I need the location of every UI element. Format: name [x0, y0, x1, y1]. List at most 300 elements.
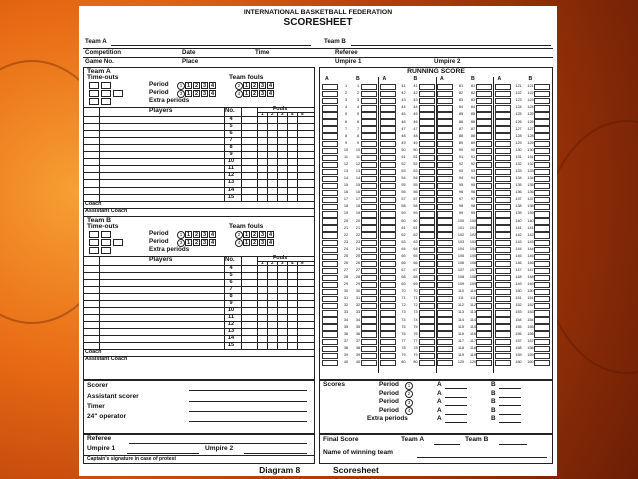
team_b-player-row[interactable]: [83, 272, 315, 279]
team_a-team-foul-box[interactable]: 1: [244, 91, 249, 97]
running-score-a-mark[interactable]: [380, 126, 396, 132]
running-score-a-mark[interactable]: [322, 303, 338, 309]
running-score-a-mark[interactable]: [495, 98, 511, 104]
running-score-a-mark[interactable]: [495, 105, 511, 111]
running-score-a-mark[interactable]: [437, 148, 453, 154]
running-score-a-mark[interactable]: [437, 339, 453, 345]
referee-sign-line[interactable]: [129, 443, 307, 444]
running-score-a-mark[interactable]: [437, 261, 453, 267]
running-score-b-mark[interactable]: [534, 296, 550, 302]
running-score-b-mark[interactable]: [534, 190, 550, 196]
running-score-b-mark[interactable]: [476, 133, 492, 139]
running-score-a-mark[interactable]: [322, 133, 338, 139]
running-score-a-mark[interactable]: [322, 119, 338, 125]
running-score-a-mark[interactable]: [380, 141, 396, 147]
team_a-team-foul-box[interactable]: 2: [194, 83, 199, 89]
running-score-a-mark[interactable]: [380, 218, 396, 224]
running-score-a-mark[interactable]: [437, 126, 453, 132]
running-score-a-mark[interactable]: [495, 211, 511, 217]
final-team-b-line[interactable]: [499, 444, 527, 445]
running-score-b-mark[interactable]: [476, 232, 492, 238]
running-score-a-mark[interactable]: [437, 232, 453, 238]
score-a-line[interactable]: [445, 397, 467, 398]
running-score-b-mark[interactable]: [534, 317, 550, 323]
running-score-b-mark[interactable]: [419, 232, 435, 238]
team_b-team-foul-box[interactable]: 1: [186, 239, 191, 246]
running-score-a-mark[interactable]: [495, 197, 511, 203]
running-score-a-mark[interactable]: [380, 353, 396, 359]
running-score-a-mark[interactable]: [495, 119, 511, 125]
running-score-a-mark[interactable]: [380, 225, 396, 231]
running-score-a-mark[interactable]: [495, 324, 511, 330]
running-score-b-mark[interactable]: [419, 98, 435, 104]
running-score-b-mark[interactable]: [476, 105, 492, 111]
running-score-a-mark[interactable]: [322, 84, 338, 90]
running-score-b-mark[interactable]: [476, 197, 492, 203]
running-score-b-mark[interactable]: [419, 148, 435, 154]
running-score-b-mark[interactable]: [476, 190, 492, 196]
running-score-a-mark[interactable]: [322, 268, 338, 274]
running-score-a-mark[interactable]: [437, 155, 453, 161]
running-score-a-mark[interactable]: [495, 317, 511, 323]
running-score-b-mark[interactable]: [419, 268, 435, 274]
team_a-player-row[interactable]: [83, 130, 315, 137]
running-score-a-mark[interactable]: [322, 176, 338, 182]
running-score-a-mark[interactable]: [495, 141, 511, 147]
running-score-b-mark[interactable]: [419, 346, 435, 352]
running-score-a-mark[interactable]: [322, 232, 338, 238]
running-score-b-mark[interactable]: [419, 247, 435, 253]
running-score-b-mark[interactable]: [476, 261, 492, 267]
running-score-b-mark[interactable]: [534, 183, 550, 189]
running-score-b-mark[interactable]: [419, 324, 435, 330]
running-score-b-mark[interactable]: [534, 218, 550, 224]
timer-line[interactable]: [189, 411, 307, 412]
team_a-team-foul-box[interactable]: 2: [252, 91, 257, 97]
running-score-b-mark[interactable]: [534, 211, 550, 217]
running-score-a-mark[interactable]: [437, 162, 453, 168]
running-score-b-mark[interactable]: [361, 91, 377, 97]
running-score-a-mark[interactable]: [437, 225, 453, 231]
running-score-b-mark[interactable]: [419, 169, 435, 175]
running-score-a-mark[interactable]: [322, 197, 338, 203]
running-score-a-mark[interactable]: [437, 268, 453, 274]
team_b-player-row[interactable]: [83, 335, 315, 342]
running-score-b-mark[interactable]: [476, 268, 492, 274]
running-score-b-mark[interactable]: [534, 119, 550, 125]
running-score-b-mark[interactable]: [361, 169, 377, 175]
running-score-a-mark[interactable]: [380, 232, 396, 238]
team_a-player-row[interactable]: [83, 179, 315, 186]
running-score-a-mark[interactable]: [437, 247, 453, 253]
running-score-a-mark[interactable]: [380, 105, 396, 111]
team_a-team-foul-box[interactable]: 1: [186, 83, 191, 89]
running-score-a-mark[interactable]: [322, 190, 338, 196]
running-score-a-mark[interactable]: [322, 162, 338, 168]
operator-line[interactable]: [189, 421, 307, 422]
running-score-b-mark[interactable]: [419, 282, 435, 288]
team_b-team-foul-box[interactable]: 2: [252, 239, 257, 246]
team_b-timeout-box[interactable]: [101, 247, 111, 254]
running-score-b-mark[interactable]: [476, 289, 492, 295]
running-score-a-mark[interactable]: [495, 289, 511, 295]
running-score-b-mark[interactable]: [419, 91, 435, 97]
running-score-a-mark[interactable]: [437, 317, 453, 323]
team_b-timeout-box[interactable]: [113, 239, 123, 246]
running-score-a-mark[interactable]: [322, 204, 338, 210]
running-score-a-mark[interactable]: [380, 303, 396, 309]
team_b-team-foul-box[interactable]: 1: [186, 231, 191, 238]
running-score-a-mark[interactable]: [437, 296, 453, 302]
running-score-b-mark[interactable]: [534, 162, 550, 168]
team_a-team-foul-box[interactable]: 3: [202, 83, 207, 89]
running-score-a-mark[interactable]: [322, 331, 338, 337]
team_b-player-row[interactable]: [83, 321, 315, 328]
running-score-b-mark[interactable]: [419, 197, 435, 203]
running-score-b-mark[interactable]: [361, 268, 377, 274]
team_a-team-foul-box[interactable]: 2: [252, 83, 257, 89]
running-score-a-mark[interactable]: [380, 310, 396, 316]
running-score-b-mark[interactable]: [419, 84, 435, 90]
running-score-b-mark[interactable]: [534, 112, 550, 118]
running-score-b-mark[interactable]: [534, 240, 550, 246]
running-score-b-mark[interactable]: [419, 112, 435, 118]
running-score-a-mark[interactable]: [437, 197, 453, 203]
scorer-line[interactable]: [189, 390, 307, 391]
running-score-a-mark[interactable]: [380, 331, 396, 337]
running-score-b-mark[interactable]: [361, 339, 377, 345]
running-score-a-mark[interactable]: [437, 176, 453, 182]
running-score-b-mark[interactable]: [419, 275, 435, 281]
team_a-player-row[interactable]: [83, 194, 315, 201]
running-score-a-mark[interactable]: [437, 141, 453, 147]
running-score-a-mark[interactable]: [437, 331, 453, 337]
running-score-b-mark[interactable]: [534, 289, 550, 295]
running-score-b-mark[interactable]: [476, 91, 492, 97]
running-score-b-mark[interactable]: [476, 331, 492, 337]
team_b-timeout-box[interactable]: [101, 239, 111, 246]
running-score-b-mark[interactable]: [361, 119, 377, 125]
running-score-b-mark[interactable]: [534, 148, 550, 154]
team_b-team-foul-box[interactable]: 1: [244, 239, 249, 246]
running-score-a-mark[interactable]: [495, 218, 511, 224]
running-score-b-mark[interactable]: [419, 119, 435, 125]
running-score-a-mark[interactable]: [495, 261, 511, 267]
team_a-player-row[interactable]: [83, 151, 315, 158]
running-score-b-mark[interactable]: [534, 91, 550, 97]
team_b-player-row[interactable]: [83, 300, 315, 307]
running-score-b-mark[interactable]: [534, 282, 550, 288]
running-score-a-mark[interactable]: [495, 133, 511, 139]
running-score-b-mark[interactable]: [476, 339, 492, 345]
running-score-b-mark[interactable]: [476, 148, 492, 154]
running-score-a-mark[interactable]: [380, 204, 396, 210]
team_b-player-row[interactable]: [83, 286, 315, 293]
team_a-team-foul-box[interactable]: 4: [268, 91, 273, 97]
running-score-a-mark[interactable]: [322, 148, 338, 154]
running-score-a-mark[interactable]: [380, 133, 396, 139]
score-a-line[interactable]: [445, 414, 467, 415]
running-score-a-mark[interactable]: [495, 190, 511, 196]
team-b-field-line[interactable]: [351, 45, 551, 46]
team_a-timeout-box[interactable]: [89, 90, 99, 97]
running-score-b-mark[interactable]: [361, 176, 377, 182]
running-score-b-mark[interactable]: [419, 303, 435, 309]
team_b-player-row[interactable]: [83, 328, 315, 335]
running-score-b-mark[interactable]: [361, 317, 377, 323]
score-b-line[interactable]: [499, 405, 521, 406]
running-score-b-mark[interactable]: [419, 225, 435, 231]
running-score-a-mark[interactable]: [380, 119, 396, 125]
running-score-a-mark[interactable]: [495, 155, 511, 161]
team_b-timeout-box[interactable]: [89, 239, 99, 246]
running-score-a-mark[interactable]: [380, 289, 396, 295]
running-score-a-mark[interactable]: [322, 112, 338, 118]
running-score-b-mark[interactable]: [476, 346, 492, 352]
running-score-b-mark[interactable]: [476, 247, 492, 253]
running-score-b-mark[interactable]: [534, 169, 550, 175]
running-score-b-mark[interactable]: [419, 105, 435, 111]
running-score-b-mark[interactable]: [476, 183, 492, 189]
team_a-timeout-box[interactable]: [113, 90, 123, 97]
running-score-a-mark[interactable]: [495, 296, 511, 302]
running-score-a-mark[interactable]: [322, 141, 338, 147]
running-score-a-mark[interactable]: [437, 91, 453, 97]
assistant-scorer-line[interactable]: [189, 401, 307, 402]
running-score-b-mark[interactable]: [361, 303, 377, 309]
running-score-a-mark[interactable]: [380, 190, 396, 196]
running-score-b-mark[interactable]: [534, 84, 550, 90]
score-a-line[interactable]: [445, 388, 467, 389]
running-score-b-mark[interactable]: [419, 218, 435, 224]
running-score-b-mark[interactable]: [361, 289, 377, 295]
running-score-a-mark[interactable]: [380, 148, 396, 154]
running-score-a-mark[interactable]: [322, 169, 338, 175]
running-score-a-mark[interactable]: [437, 133, 453, 139]
running-score-b-mark[interactable]: [419, 155, 435, 161]
running-score-b-mark[interactable]: [476, 218, 492, 224]
team_a-team-foul-box[interactable]: 1: [244, 83, 249, 89]
final-team-a-line[interactable]: [434, 444, 460, 445]
team_b-player-row[interactable]: [83, 265, 315, 272]
running-score-a-mark[interactable]: [322, 339, 338, 345]
running-score-b-mark[interactable]: [361, 126, 377, 132]
running-score-b-mark[interactable]: [419, 296, 435, 302]
running-score-b-mark[interactable]: [419, 289, 435, 295]
running-score-b-mark[interactable]: [476, 303, 492, 309]
team_b-team-foul-box[interactable]: 4: [210, 239, 215, 246]
running-score-a-mark[interactable]: [495, 353, 511, 359]
running-score-a-mark[interactable]: [495, 225, 511, 231]
running-score-a-mark[interactable]: [495, 247, 511, 253]
running-score-a-mark[interactable]: [380, 296, 396, 302]
running-score-b-mark[interactable]: [361, 211, 377, 217]
running-score-b-mark[interactable]: [534, 339, 550, 345]
running-score-a-mark[interactable]: [380, 98, 396, 104]
running-score-a-mark[interactable]: [495, 339, 511, 345]
running-score-a-mark[interactable]: [322, 289, 338, 295]
team_a-team-foul-box[interactable]: 3: [260, 83, 265, 89]
running-score-b-mark[interactable]: [361, 296, 377, 302]
running-score-a-mark[interactable]: [437, 289, 453, 295]
team_b-team-foul-box[interactable]: 4: [268, 239, 273, 246]
team_a-timeout-box[interactable]: [89, 82, 99, 89]
running-score-a-mark[interactable]: [322, 211, 338, 217]
running-score-b-mark[interactable]: [361, 360, 377, 366]
running-score-b-mark[interactable]: [361, 247, 377, 253]
running-score-a-mark[interactable]: [437, 169, 453, 175]
running-score-b-mark[interactable]: [534, 232, 550, 238]
running-score-a-mark[interactable]: [322, 126, 338, 132]
running-score-a-mark[interactable]: [437, 98, 453, 104]
running-score-a-mark[interactable]: [437, 112, 453, 118]
running-score-b-mark[interactable]: [476, 155, 492, 161]
running-score-b-mark[interactable]: [361, 197, 377, 203]
running-score-b-mark[interactable]: [419, 176, 435, 182]
running-score-b-mark[interactable]: [419, 204, 435, 210]
running-score-a-mark[interactable]: [322, 240, 338, 246]
running-score-a-mark[interactable]: [322, 247, 338, 253]
running-score-a-mark[interactable]: [380, 112, 396, 118]
team_a-team-foul-box[interactable]: 1: [186, 91, 191, 97]
running-score-a-mark[interactable]: [322, 261, 338, 267]
running-score-a-mark[interactable]: [495, 254, 511, 260]
team_b-timeout-box[interactable]: [101, 231, 111, 238]
running-score-b-mark[interactable]: [419, 310, 435, 316]
running-score-a-mark[interactable]: [322, 324, 338, 330]
running-score-b-mark[interactable]: [476, 126, 492, 132]
team_b-timeout-box[interactable]: [89, 231, 99, 238]
running-score-a-mark[interactable]: [495, 303, 511, 309]
team_b-team-foul-box[interactable]: 2: [252, 231, 257, 238]
running-score-b-mark[interactable]: [476, 225, 492, 231]
running-score-a-mark[interactable]: [380, 317, 396, 323]
running-score-a-mark[interactable]: [437, 275, 453, 281]
running-score-b-mark[interactable]: [476, 112, 492, 118]
running-score-b-mark[interactable]: [361, 112, 377, 118]
running-score-b-mark[interactable]: [361, 331, 377, 337]
running-score-a-mark[interactable]: [380, 339, 396, 345]
running-score-a-mark[interactable]: [322, 183, 338, 189]
running-score-a-mark[interactable]: [437, 190, 453, 196]
score-b-line[interactable]: [499, 397, 521, 398]
team_b-player-row[interactable]: [83, 314, 315, 321]
running-score-a-mark[interactable]: [495, 112, 511, 118]
team_a-player-row[interactable]: [83, 172, 315, 179]
running-score-b-mark[interactable]: [476, 211, 492, 217]
running-score-a-mark[interactable]: [495, 275, 511, 281]
team_b-team-foul-box[interactable]: 3: [260, 239, 265, 246]
team_b-team-foul-box[interactable]: 2: [194, 239, 199, 246]
running-score-b-mark[interactable]: [534, 176, 550, 182]
team_a-player-row[interactable]: [83, 158, 315, 165]
team_a-timeout-box[interactable]: [101, 82, 111, 89]
team_b-team-foul-box[interactable]: 3: [202, 239, 207, 246]
running-score-a-mark[interactable]: [495, 268, 511, 274]
running-score-a-mark[interactable]: [495, 346, 511, 352]
running-score-b-mark[interactable]: [476, 141, 492, 147]
running-score-a-mark[interactable]: [380, 247, 396, 253]
score-b-line[interactable]: [499, 388, 521, 389]
running-score-b-mark[interactable]: [361, 162, 377, 168]
running-score-a-mark[interactable]: [495, 126, 511, 132]
running-score-b-mark[interactable]: [361, 148, 377, 154]
running-score-a-mark[interactable]: [322, 310, 338, 316]
running-score-a-mark[interactable]: [380, 268, 396, 274]
running-score-b-mark[interactable]: [534, 346, 550, 352]
running-score-a-mark[interactable]: [495, 169, 511, 175]
umpire2-sign-line[interactable]: [244, 453, 307, 454]
team_a-player-row[interactable]: [83, 137, 315, 144]
umpire1-sign-line[interactable]: [127, 453, 199, 454]
team_a-player-row[interactable]: [83, 165, 315, 172]
team_b-player-row[interactable]: [83, 279, 315, 286]
running-score-b-mark[interactable]: [534, 360, 550, 366]
running-score-a-mark[interactable]: [322, 91, 338, 97]
running-score-b-mark[interactable]: [419, 254, 435, 260]
running-score-a-mark[interactable]: [495, 331, 511, 337]
running-score-a-mark[interactable]: [322, 275, 338, 281]
running-score-a-mark[interactable]: [495, 176, 511, 182]
running-score-b-mark[interactable]: [419, 162, 435, 168]
team_a-player-row[interactable]: [83, 123, 315, 130]
running-score-a-mark[interactable]: [437, 360, 453, 366]
running-score-a-mark[interactable]: [380, 162, 396, 168]
running-score-a-mark[interactable]: [437, 105, 453, 111]
running-score-a-mark[interactable]: [380, 169, 396, 175]
running-score-a-mark[interactable]: [495, 183, 511, 189]
running-score-b-mark[interactable]: [361, 225, 377, 231]
running-score-b-mark[interactable]: [361, 183, 377, 189]
running-score-b-mark[interactable]: [534, 261, 550, 267]
running-score-a-mark[interactable]: [322, 155, 338, 161]
running-score-a-mark[interactable]: [380, 183, 396, 189]
running-score-b-mark[interactable]: [361, 261, 377, 267]
running-score-b-mark[interactable]: [476, 296, 492, 302]
running-score-a-mark[interactable]: [322, 346, 338, 352]
running-score-a-mark[interactable]: [380, 254, 396, 260]
running-score-a-mark[interactable]: [437, 254, 453, 260]
running-score-a-mark[interactable]: [322, 254, 338, 260]
running-score-b-mark[interactable]: [419, 141, 435, 147]
running-score-b-mark[interactable]: [476, 353, 492, 359]
running-score-b-mark[interactable]: [476, 98, 492, 104]
running-score-a-mark[interactable]: [380, 346, 396, 352]
running-score-a-mark[interactable]: [495, 91, 511, 97]
running-score-b-mark[interactable]: [534, 275, 550, 281]
team_a-timeout-box[interactable]: [101, 90, 111, 97]
running-score-a-mark[interactable]: [380, 275, 396, 281]
running-score-b-mark[interactable]: [476, 119, 492, 125]
running-score-b-mark[interactable]: [534, 254, 550, 260]
running-score-a-mark[interactable]: [322, 225, 338, 231]
running-score-b-mark[interactable]: [534, 303, 550, 309]
running-score-b-mark[interactable]: [476, 84, 492, 90]
running-score-b-mark[interactable]: [534, 268, 550, 274]
running-score-b-mark[interactable]: [361, 346, 377, 352]
running-score-b-mark[interactable]: [476, 317, 492, 323]
running-score-a-mark[interactable]: [495, 282, 511, 288]
team_a-timeout-box[interactable]: [89, 98, 99, 105]
running-score-a-mark[interactable]: [322, 105, 338, 111]
running-score-a-mark[interactable]: [495, 232, 511, 238]
running-score-a-mark[interactable]: [495, 148, 511, 154]
team_b-team-foul-box[interactable]: 3: [202, 231, 207, 238]
running-score-b-mark[interactable]: [534, 247, 550, 253]
running-score-b-mark[interactable]: [361, 155, 377, 161]
running-score-b-mark[interactable]: [361, 105, 377, 111]
running-score-b-mark[interactable]: [419, 183, 435, 189]
